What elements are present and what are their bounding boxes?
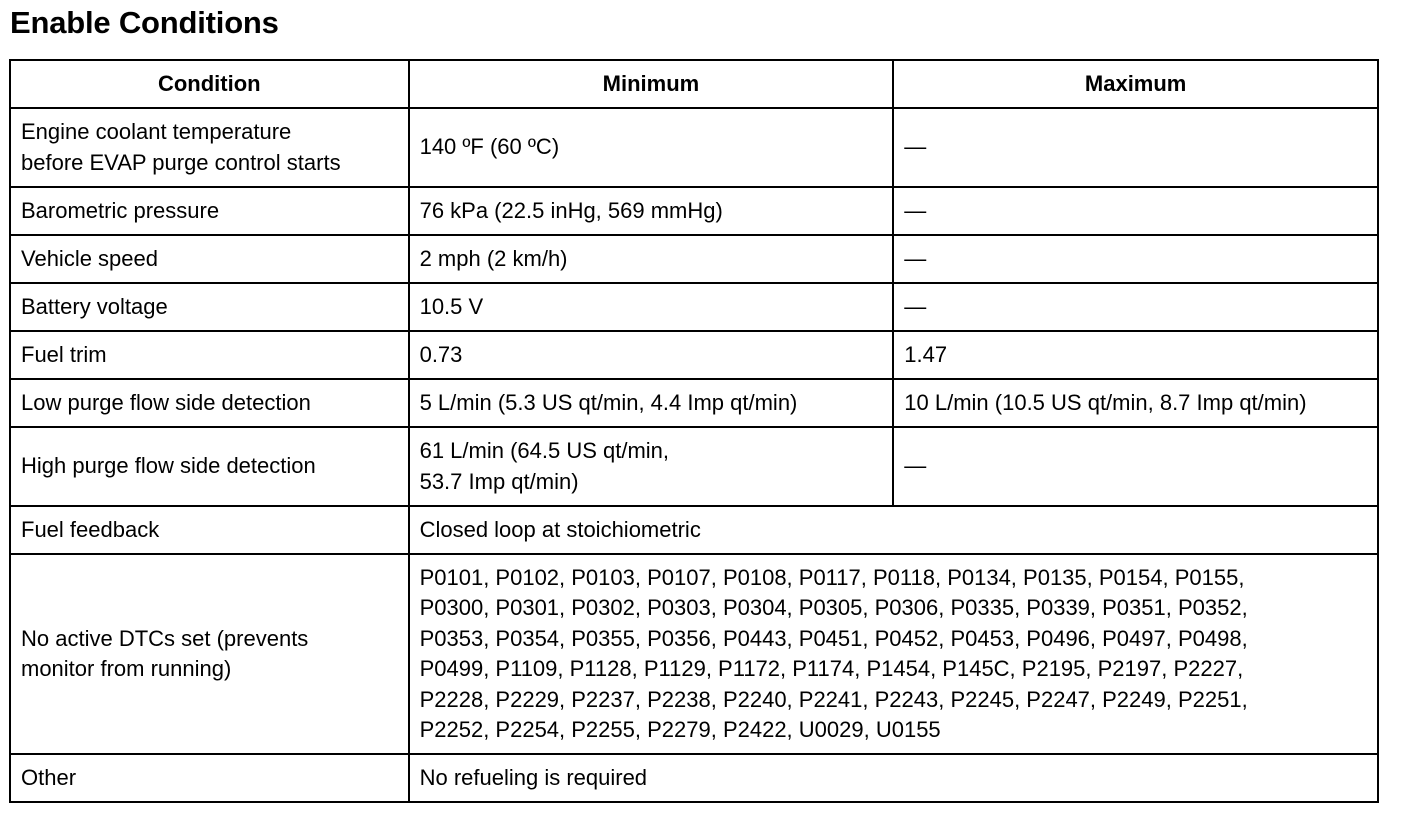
- dtc-list-cell: [409, 554, 1378, 754]
- table-header-row: [10, 60, 1378, 108]
- table-row: [10, 187, 1378, 235]
- table-row: [10, 283, 1378, 331]
- dtc-line: P0499, P1109, P1128, P1129, P1172, P1174, P1454, P145C, P2195, P2197, P2227,: [419, 656, 1244, 681]
- minimum-cell: [409, 427, 894, 506]
- condition-cell: [10, 108, 409, 187]
- dtc-line: P0353, P0354, P0355, P0356, P0443, P0451, P0452, P0453, P0496, P0497, P0498,: [419, 625, 1248, 651]
- condition-cell: Low purge flow side detection: [10, 379, 409, 427]
- maximum-cell: —: [893, 427, 1378, 506]
- table-row: [10, 506, 1378, 554]
- header-minimum: Minimum: [409, 60, 894, 108]
- table-row: [10, 108, 1378, 187]
- dtc-line: P0300, P0301, P0302, P0303, P0304, P0305, P0306, P0335, P0339, P0351, P0352,: [419, 595, 1248, 620]
- header-condition: Condition: [10, 60, 409, 108]
- maximum-cell: —: [893, 108, 1378, 187]
- maximum-cell: —: [893, 187, 1378, 235]
- table-row: [10, 554, 1378, 754]
- header-maximum: Maximum: [893, 60, 1378, 108]
- condition-cell: Fuel trim: [10, 331, 409, 379]
- condition-line: before EVAP purge control starts: [21, 149, 341, 175]
- maximum-cell: —: [893, 235, 1378, 283]
- minimum-cell: 5 L/min (5.3 US qt/min, 4.4 Imp qt/min): [409, 379, 894, 427]
- maximum-cell: —: [893, 283, 1378, 331]
- page-title: Enable Conditions: [10, 5, 279, 40]
- enable-conditions-table: [9, 59, 1379, 803]
- table-row: [10, 235, 1378, 283]
- condition-cell: Fuel feedback: [10, 506, 409, 554]
- condition-cell: Battery voltage: [10, 283, 409, 331]
- condition-cell: Vehicle speed: [10, 235, 409, 283]
- minimum-cell: 76 kPa (22.5 inHg, 569 mmHg): [409, 187, 894, 235]
- condition-cell: Barometric pressure: [10, 187, 409, 235]
- condition-cell: [10, 554, 409, 754]
- minimum-line: 53.7 Imp qt/min): [419, 468, 579, 494]
- minimum-cell: 140 ºF (60 ºC): [409, 108, 894, 187]
- condition-cell: High purge flow side detection: [10, 427, 409, 506]
- minimum-line: 61 L/min (64.5 US qt/min,: [419, 438, 670, 463]
- value-cell: Closed loop at stoichiometric: [409, 506, 1378, 554]
- table-row: [10, 379, 1378, 427]
- minimum-cell: 10.5 V: [409, 283, 894, 331]
- dtc-line: P2252, P2254, P2255, P2279, P2422, U0029, U0155: [419, 717, 941, 742]
- value-cell: No refueling is required: [409, 754, 1378, 802]
- condition-line: Engine coolant temperature: [21, 119, 292, 144]
- dtc-line: P2228, P2229, P2237, P2238, P2240, P2241, P2243, P2245, P2247, P2249, P2251,: [419, 686, 1248, 712]
- table-row: [10, 754, 1378, 802]
- condition-cell: Other: [10, 754, 409, 802]
- minimum-cell: 2 mph (2 km/h): [409, 235, 894, 283]
- condition-line: No active DTCs set (prevents: [21, 625, 309, 651]
- minimum-cell: 0.73: [409, 331, 894, 379]
- maximum-cell: 1.47: [893, 331, 1378, 379]
- maximum-cell: 10 L/min (10.5 US qt/min, 8.7 Imp qt/min): [893, 379, 1378, 427]
- dtc-line: P0101, P0102, P0103, P0107, P0108, P0117, P0118, P0134, P0135, P0154, P0155,: [419, 564, 1245, 590]
- condition-line: monitor from running): [21, 656, 232, 681]
- table-row: [10, 427, 1378, 506]
- table-row: [10, 331, 1378, 379]
